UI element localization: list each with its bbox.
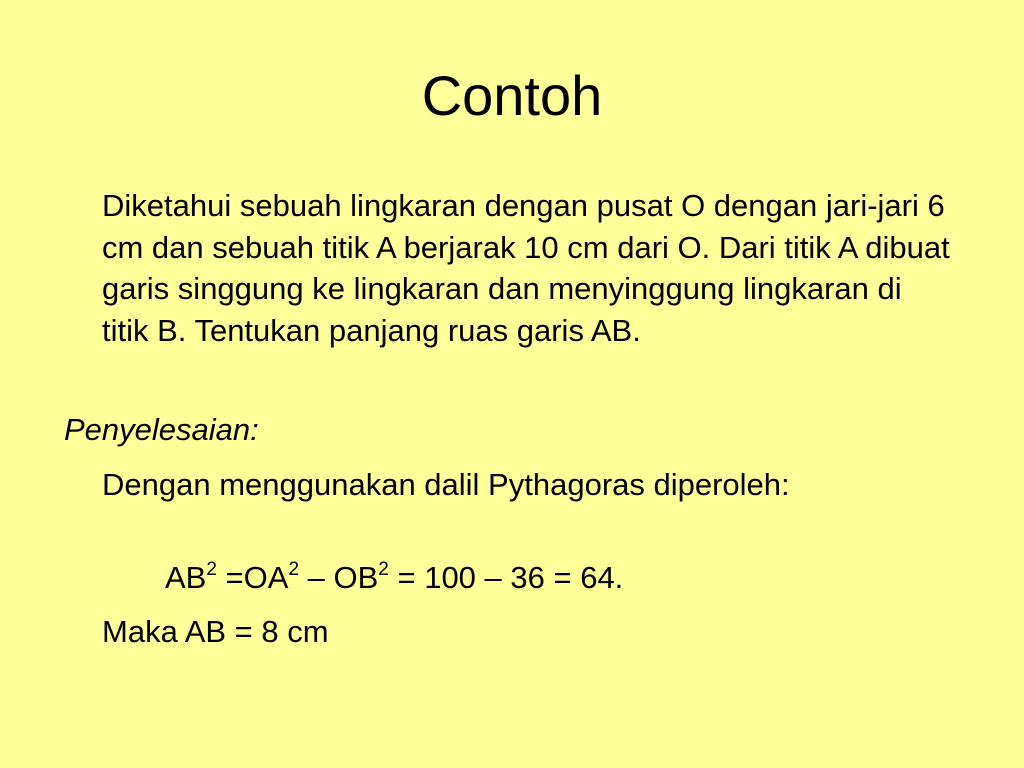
equation-result: = 100 – 36 = 64.	[388, 560, 624, 595]
equation-exponent: 2	[206, 559, 217, 580]
slide-title: Contoh	[421, 64, 603, 127]
solution-text: Dengan menggunakan dalil Pythagoras diperoleh:	[102, 467, 790, 502]
solution-label: Penyelesaian:	[64, 412, 259, 447]
conclusion-text: Maka AB = 8 cm	[102, 614, 329, 649]
equation-term-ob: – OB	[299, 560, 379, 595]
equation-term-ab: AB	[165, 560, 207, 595]
problem-statement: Diketahui sebuah lingkaran dengan pusat O dengan jari-jari 6 cm dan sebuah titik A berjarak 10 cm dari O. Dari titik A dibuat garis singgung ke lingkaran dan menyinggung lingkaran di titik B. Tentukan panjang ruas garis AB.	[102, 188, 950, 348]
equation-exponent: 2	[378, 559, 389, 580]
pythagoras-equation	[165, 557, 623, 599]
equation-term-oa: =OA	[216, 560, 289, 595]
equation-exponent: 2	[288, 559, 300, 580]
